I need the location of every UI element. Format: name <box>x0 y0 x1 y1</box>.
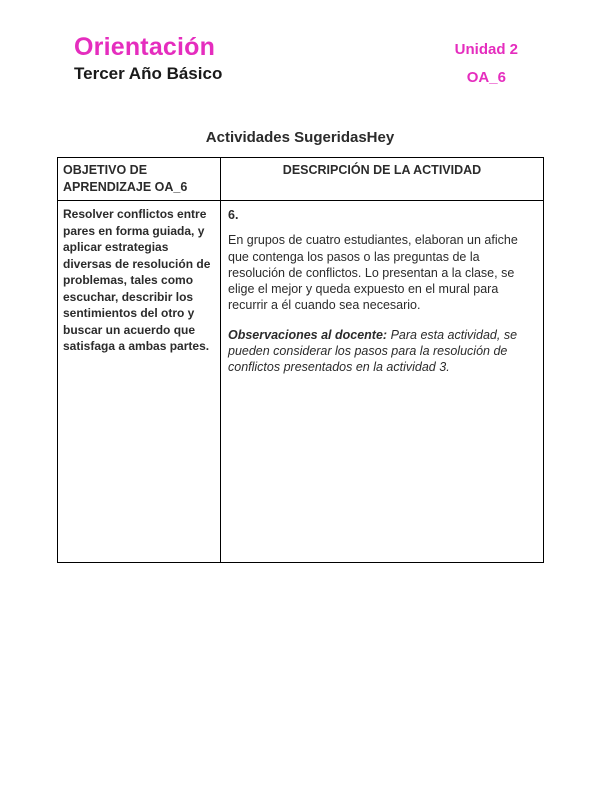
objective-header-cell: OBJETIVO DE APRENDIZAJE OA_6 <box>58 158 221 201</box>
document-header <box>74 32 222 84</box>
subject-title: Orientación <box>74 33 216 61</box>
unit-label: Unidad 2 <box>454 41 518 58</box>
activity-cell <box>221 201 544 563</box>
grade-subtitle: Tercer Año Básico <box>74 64 223 83</box>
unit-info <box>455 36 518 92</box>
teacher-note-text: Para esta actividad, se pueden considerar los pasos para la resolución de conflictos presentados en la actividad 3. <box>228 327 518 375</box>
activity-number: 6. <box>228 208 239 222</box>
description-header-cell: DESCRIPCIÓN DE LA ACTIVIDAD <box>221 158 544 201</box>
teacher-note-label: Observaciones al docente: <box>228 327 388 342</box>
activities-table <box>57 157 544 563</box>
objective-cell: Resolver conflictos entre pares en forma guiada, y aplicar estrategias diversas de resolución de problemas, tales como escuchar, describir los sentimientos del otro y buscar un acuerdo que satisfaga a ambas partes. <box>58 201 221 563</box>
oa-code-label: OA_6 <box>466 69 506 86</box>
page-title: Actividades SugeridasHey <box>205 129 395 146</box>
table-header-row <box>58 158 544 201</box>
activity-description: En grupos de cuatro estudiantes, elaboran un afiche que contenga los pasos o las preguntas de la resolución de conflictos. Lo presentan a la clase, se elige el mejor y queda expuesto en el mural para recurrir a él cuando sea necesario. <box>228 233 518 313</box>
table-body-row <box>58 201 544 563</box>
teacher-note <box>228 327 536 376</box>
